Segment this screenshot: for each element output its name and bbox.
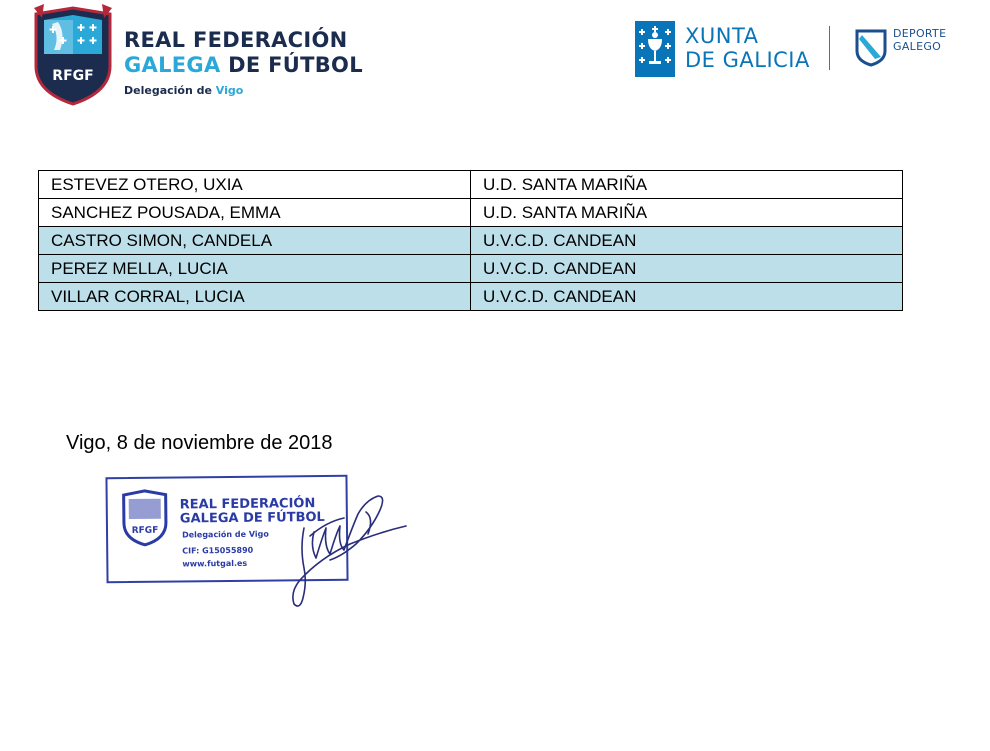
date-line: Vigo, 8 de noviembre de 2018 xyxy=(66,432,333,454)
rfgf-wordmark xyxy=(124,28,363,97)
rfgf-shield-logo xyxy=(30,4,116,108)
player-name-cell: SANCHEZ POUSADA, EMMA xyxy=(39,199,471,227)
rfgf-delegation-label: Delegación de xyxy=(124,84,216,97)
club-cell: U.D. SANTA MARIÑA xyxy=(471,199,903,227)
deporte-line1: DEPORTE xyxy=(893,27,947,40)
rfgf-title-line2 xyxy=(124,53,363,78)
player-table xyxy=(38,170,903,311)
club-cell: U.D. SANTA MARIÑA xyxy=(471,171,903,199)
table-row xyxy=(39,227,903,255)
stamp-shield-icon xyxy=(120,489,171,548)
table-row xyxy=(39,255,903,283)
player-name-cell: VILLAR CORRAL, LUCIA xyxy=(39,283,471,311)
stamp-line1: REAL FEDERACIÓN xyxy=(179,496,316,513)
table-row xyxy=(39,171,903,199)
rfgf-title-de-futbol: DE FÚTBOL xyxy=(220,53,363,77)
stamp-website: www.futgal.es xyxy=(182,558,248,569)
rfgf-title-line1: REAL FEDERACIÓN xyxy=(124,28,348,52)
player-name-cell: CASTRO SIMON, CANDELA xyxy=(39,227,471,255)
club-cell: U.V.C.D. CANDEAN xyxy=(471,255,903,283)
letterhead xyxy=(0,0,990,110)
club-cell: U.V.C.D. CANDEAN xyxy=(471,283,903,311)
table-row xyxy=(39,283,903,311)
xunta-wordmark xyxy=(685,24,810,72)
rfgf-title-galega: GALEGA xyxy=(124,53,221,77)
xunta-emblem-logo xyxy=(635,21,675,77)
xunta-line2: DE GALICIA xyxy=(685,48,810,72)
club-cell: U.V.C.D. CANDEAN xyxy=(471,227,903,255)
rfgf-delegation xyxy=(124,84,363,97)
stamp-delegation: Delegación de Vigo xyxy=(182,529,269,540)
player-name-cell: ESTEVEZ OTERO, UXIA xyxy=(39,171,471,199)
logo-divider xyxy=(829,26,830,70)
deporte-galego-wordmark xyxy=(893,27,946,53)
xunta-line1: XUNTA xyxy=(685,24,759,48)
handwritten-signature xyxy=(270,488,420,612)
player-name-cell: PEREZ MELLA, LUCIA xyxy=(39,255,471,283)
deporte-galego-logo xyxy=(853,27,889,67)
stamp-cif: CIF: G15055890 xyxy=(182,545,254,556)
svg-text:RFGF: RFGF xyxy=(131,525,159,536)
stamp-line2: GALEGA DE FÚTBOL xyxy=(179,509,325,527)
rfgf-delegation-city: Vigo xyxy=(215,84,244,97)
table-row xyxy=(39,199,903,227)
deporte-line2: GALEGO xyxy=(893,40,942,53)
svg-text:RFGF: RFGF xyxy=(52,68,94,84)
